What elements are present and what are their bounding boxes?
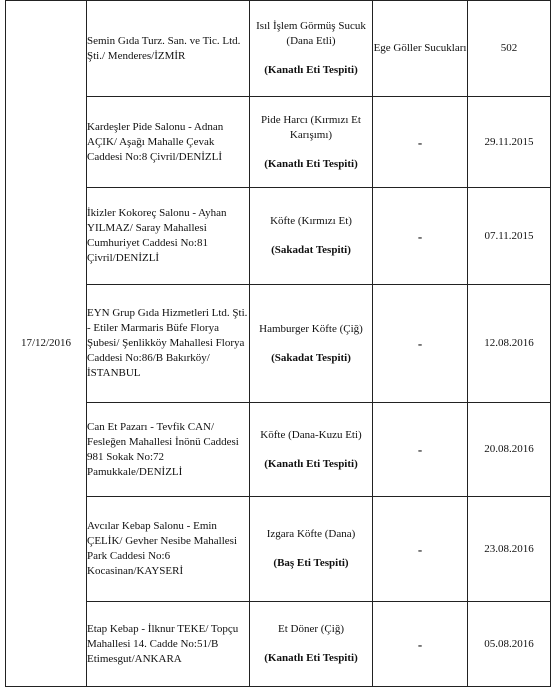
table-row	[6, 188, 551, 285]
product-cell	[250, 188, 373, 285]
finding-label: (Kanatlı Eti Tespiti)	[264, 64, 358, 76]
product-name: Köfte (Dana-Kuzu Eti)	[260, 428, 362, 441]
firm-cell	[87, 97, 250, 188]
table-row	[6, 285, 551, 403]
firm-cell	[87, 403, 250, 497]
product-cell	[250, 1, 373, 97]
firm-name: EYN Grup Gıda Hizmetleri Ltd. Şti. - Etiler Marmaris Büfe Florya Şubesi/	[87, 307, 248, 349]
table-row	[6, 497, 551, 602]
value-cell: 502	[468, 1, 551, 97]
value-cell: 07.11.2015	[468, 188, 551, 285]
product-name: Köfte (Kırmızı Et)	[270, 215, 352, 227]
product-cell	[250, 403, 373, 497]
finding-label: (Kanatlı Eti Tespiti)	[264, 157, 358, 170]
firm-name: Avcılar Kebap Salonu - Emin ÇELİK/	[87, 520, 217, 547]
firm-address: Aşağı Mahalle Çevak Caddesi No:8 Çivril/DENİZLİ	[87, 135, 223, 163]
finding-label: (Kanatlı Eti Tespiti)	[264, 652, 358, 664]
brand-cell: Ege Göller Sucukları	[373, 1, 468, 97]
product-cell	[250, 97, 373, 188]
firm-name: Can Et Pazarı - Tevfik CAN/	[87, 420, 215, 433]
product-cell	[250, 497, 373, 602]
firm-cell	[87, 285, 250, 403]
firm-cell	[87, 497, 250, 602]
brand-cell: -	[373, 497, 468, 602]
finding-label: (Sakadat Tespiti)	[271, 351, 351, 364]
brand-cell: -	[373, 403, 468, 497]
firm-name: Kardeşler Pide Salonu - Adnan AÇIK/	[87, 120, 224, 148]
firm-cell	[87, 602, 250, 687]
firm-address: Saray Mahallesi Cumhuriyet Caddesi No:81 Çivril/DENİZLİ	[87, 222, 208, 264]
finding-label: (Kanatlı Eti Tespiti)	[264, 457, 358, 470]
firm-name: Etap Kebap - İlknur TEKE/	[87, 622, 209, 635]
value-cell: 29.11.2015	[468, 97, 551, 188]
firm-address: Topçu Mahallesi 14. Cadde No:51/B Etimesgut/ANKARA	[87, 622, 239, 665]
brand-cell: -	[373, 602, 468, 687]
product-name: Et Döner (Çiğ)	[278, 623, 344, 635]
value-cell: 23.08.2016	[468, 497, 551, 602]
table-row	[6, 97, 551, 188]
product-name: Pide Harcı (Kırmızı Et Karışımı)	[261, 113, 361, 141]
table-row	[6, 1, 551, 97]
firm-address: Şenlikköy Mahallesi Florya Caddesi No:86/B Bakırköy/İSTANBUL	[87, 337, 245, 379]
finding-label: (Baş Eti Tespiti)	[273, 557, 349, 569]
product-name: Isıl İşlem Görmüş Sucuk (Dana Etli)	[256, 20, 366, 47]
product-cell	[250, 602, 373, 687]
firm-name: İkizler Kokoreç Salonu - Ayhan YILMAZ/	[87, 207, 227, 234]
firm-cell	[87, 188, 250, 285]
finding-label: (Sakadat Tespiti)	[271, 244, 351, 256]
product-name: Izgara Köfte (Dana)	[266, 528, 356, 540]
product-name: Hamburger Köfte (Çiğ)	[259, 322, 363, 335]
brand-cell: -	[373, 285, 468, 403]
value-cell: 20.08.2016	[468, 403, 551, 497]
firm-cell	[87, 1, 250, 97]
table-row	[6, 602, 551, 687]
firm-name: Semin Gıda Turz. San. ve Tic. Ltd. Şti./	[87, 34, 241, 62]
brand-cell: -	[373, 188, 468, 285]
firm-address: Menderes/İZMİR	[105, 49, 186, 62]
date-cell: 17/12/2016	[6, 1, 87, 687]
watermark	[426, 676, 546, 690]
brand-cell: -	[373, 97, 468, 188]
value-cell: 05.08.2016	[468, 602, 551, 687]
firm-address: Gevher Nesibe Mahallesi Park Caddesi No:6 Kocasinan/KAYSERİ	[87, 535, 237, 577]
value-cell: 12.08.2016	[468, 285, 551, 403]
table-row	[6, 403, 551, 497]
product-cell	[250, 285, 373, 403]
firm-address: Fesleğen Mahallesi İnönü Caddesi 981 Sokak No:72 Pamukkale/DENİZLİ	[87, 435, 239, 478]
inspection-table	[5, 0, 551, 687]
